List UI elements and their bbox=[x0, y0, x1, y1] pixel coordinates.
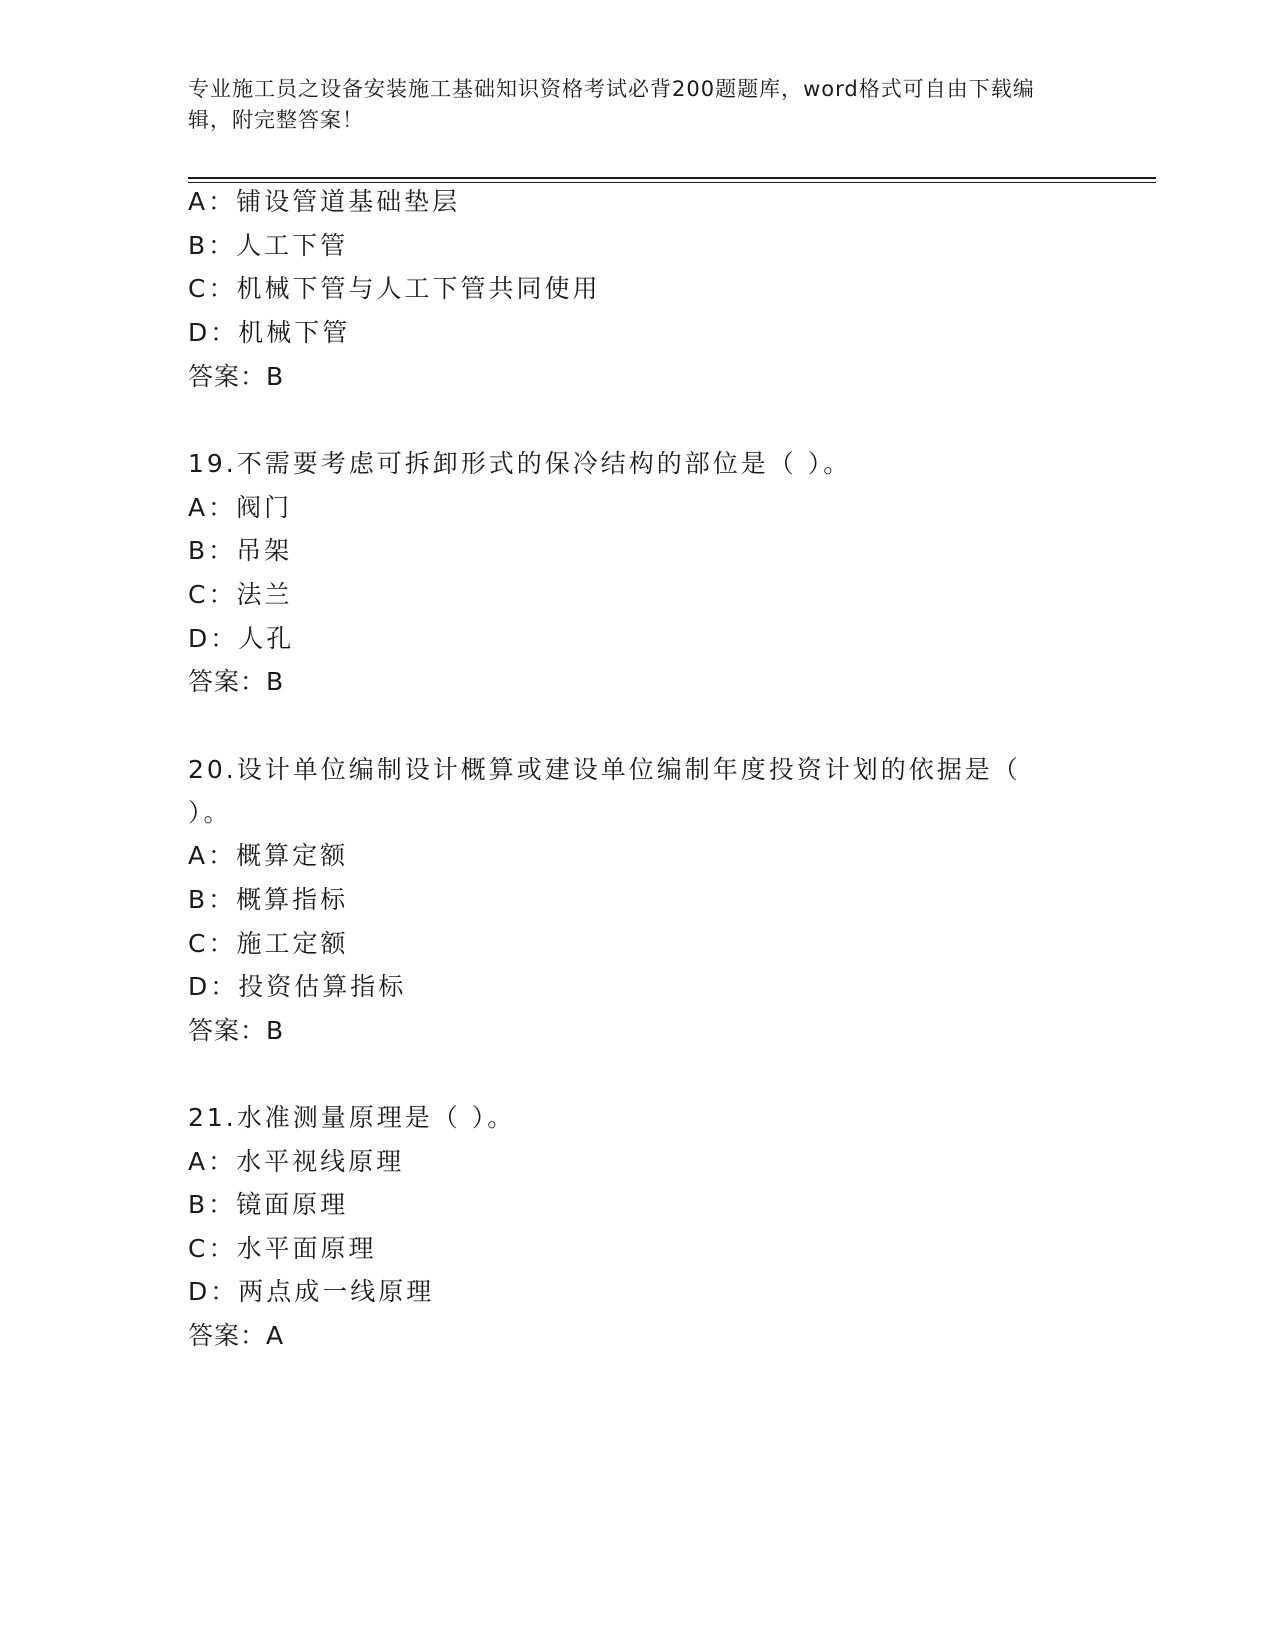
question-stem: 21.水准测量原理是（ ）。 bbox=[188, 1103, 516, 1132]
question-stem-continuation: ）。 bbox=[188, 798, 232, 827]
question-stem: 19.不需要考虑可拆卸形式的保冷结构的部位是（ ）。 bbox=[188, 449, 852, 478]
option-d: D：人孔 bbox=[188, 624, 295, 653]
option-b: B：吊架 bbox=[188, 536, 293, 565]
answer: 答案：B bbox=[188, 1016, 285, 1045]
option-a: A：概算定额 bbox=[188, 841, 349, 870]
option-b: B：人工下管 bbox=[188, 231, 349, 260]
document-header: 专业施工员之设备安装施工基础知识资格考试必背200题题库，word格式可自由下载编辑，附完整答案！ bbox=[188, 77, 1035, 132]
option-b: B：镜面原理 bbox=[188, 1190, 349, 1219]
question-stem: 20.设计单位编制设计概算或建设单位编制年度投资计划的依据是（ bbox=[188, 755, 1021, 784]
header-divider-thin bbox=[188, 182, 1156, 183]
answer: 答案：A bbox=[188, 1321, 285, 1350]
option-c: C：施工定额 bbox=[188, 929, 349, 958]
option-a: A：阀门 bbox=[188, 493, 293, 522]
option-a: A：水平视线原理 bbox=[188, 1147, 405, 1176]
option-b: B：概算指标 bbox=[188, 885, 349, 914]
option-d: D：投资估算指标 bbox=[188, 972, 407, 1001]
option-c: C：水平面原理 bbox=[188, 1234, 377, 1263]
answer: 答案：B bbox=[188, 362, 285, 391]
option-d: D：机械下管 bbox=[188, 318, 351, 347]
option-d: D：两点成一线原理 bbox=[188, 1277, 435, 1306]
answer: 答案：B bbox=[188, 667, 285, 696]
option-c: C：机械下管与人工下管共同使用 bbox=[188, 274, 601, 303]
option-c: C：法兰 bbox=[188, 580, 293, 609]
option-a: A：铺设管道基础垫层 bbox=[188, 187, 461, 216]
header-divider-thick bbox=[188, 177, 1156, 179]
